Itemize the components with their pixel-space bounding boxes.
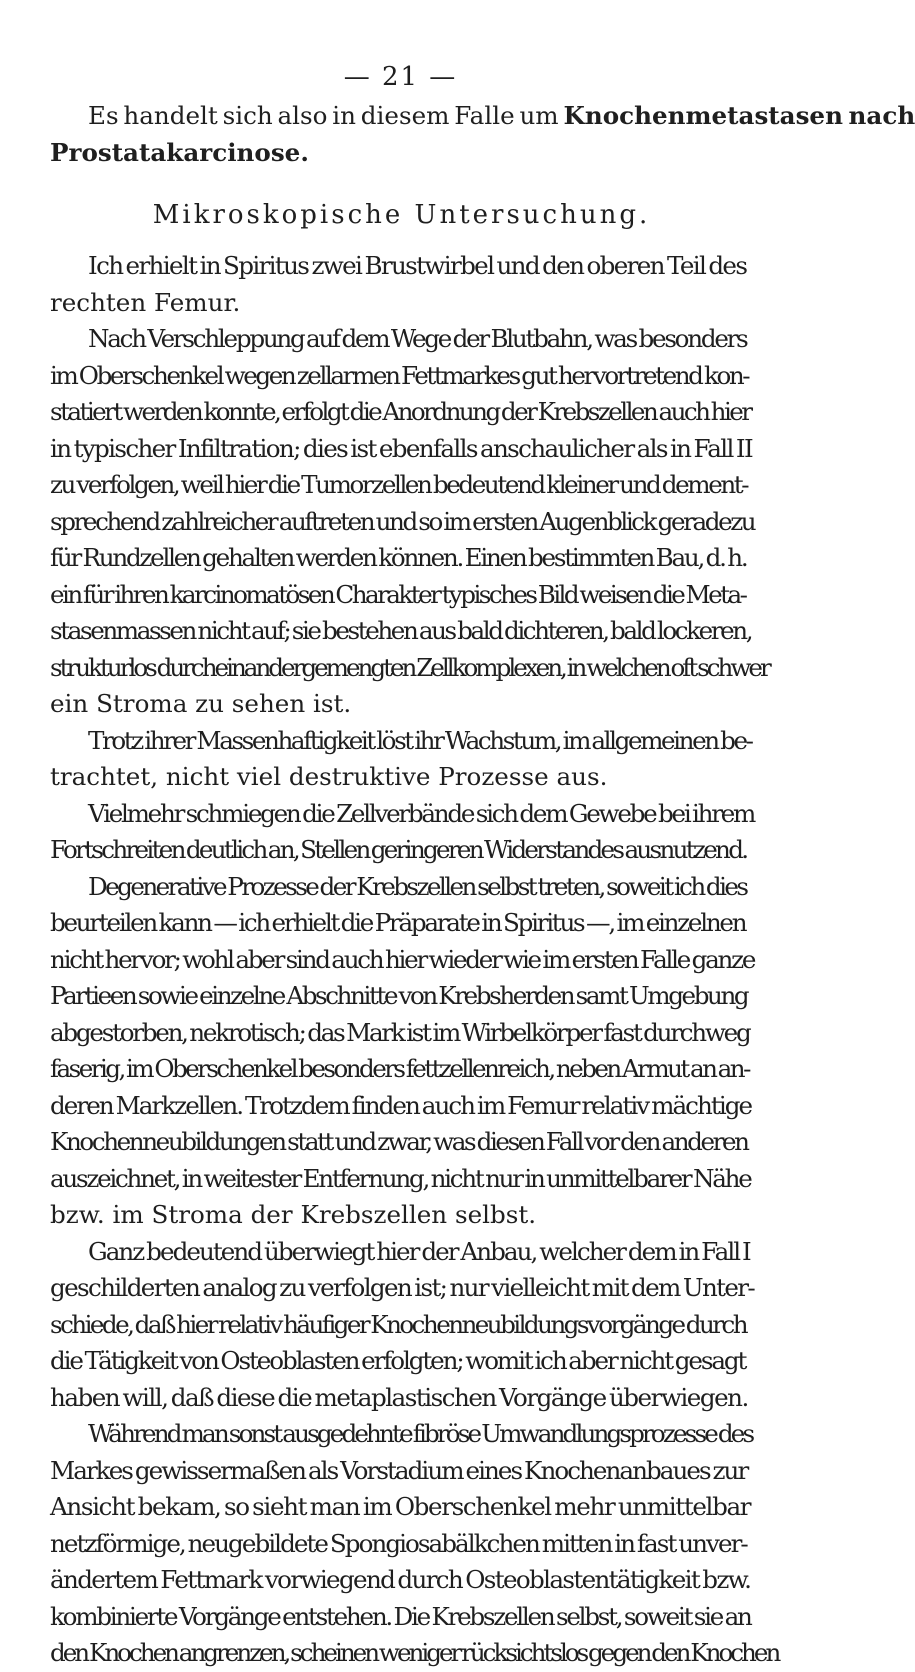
text-line: Markes gewissermaßen als Vorstadium eines Knochenanbaues zur [50, 1455, 748, 1485]
text-line: abgestorben, nekrotisch; das Mark ist im Wirbelkörper fast durchweg [50, 1017, 750, 1047]
text-line: Ich erhielt in Spiritus zwei Brustwirbel und den oberen Teil des [88, 251, 747, 280]
text-line: Trotz ihrer Massenhaftigkeit löst ihr Wachstum, im allgemeinen be- [88, 725, 752, 755]
text-line: bzw. im Stroma der Krebszellen selbst. [50, 1200, 537, 1229]
text-line: rechten Femur. [50, 287, 241, 317]
text-line: sprechend zahlreicher auftreten und so im ersten Augenblick geradezu [50, 506, 755, 536]
text-line: ändertem Fettmark vorwiegend durch Osteoblastentätigkeit bzw. [50, 1565, 751, 1594]
text-line: nicht hervor; wohl aber sind auch hier wieder wie im ersten Falle ganze [50, 944, 755, 974]
text-line: die Tätigkeit von Osteoblasten erfolgten; womit ich aber nicht gesagt [50, 1346, 746, 1375]
text-line: Ganz bedeutend überwiegt hier der Anbau, welcher dem in Fall I [88, 1236, 750, 1266]
body-text [50, 248, 779, 1672]
text-line: strukturlos durcheinandergemengten Zellkomplexen, in welchen oft schwer [50, 652, 769, 682]
text-line: beurteilen kann — ich erhielt die Präparate in Spiritus —, im einzelnen [50, 908, 746, 937]
page-number: — 21 — [343, 62, 458, 92]
text-line: Knochenneubildungen statt und zwar, was diesen Fall vor den anderen [50, 1127, 748, 1156]
text-line: statiert werden konnte, erfolgt die Anordnung der Krebszellen auch hier [50, 397, 751, 426]
intro-line-2: Prostatakarcinose. [50, 137, 309, 167]
intro-line-1 [50, 98, 915, 135]
text-line: kombinierte Vorgänge entstehen. Die Krebszellen selbst, soweit sie an [50, 1601, 751, 1631]
text-line: für Rundzellen gehalten werden können. Einen bestimmten Bau, d. h. [50, 543, 747, 572]
intro-text: Es handelt sich also in diesem Falle um [88, 101, 564, 130]
text-line: Partieen sowie einzelne Abschnitte von Krebsherden samt Umgebung [50, 981, 748, 1010]
text-line: deren Markzellen. Trotzdem finden auch im Femur relativ mächtige [50, 1090, 752, 1120]
text-line: Degenerative Prozesse der Krebszellen selbst treten, soweit ich dies [88, 871, 747, 901]
text-line: Ansicht bekam, so sieht man im Oberschenkel mehr unmittelbar [50, 1492, 751, 1521]
text-line: den Knochen angrenzen, scheinen weniger rücksichtslos gegen den Knochen [50, 1638, 779, 1667]
text-line: Vielmehr schmiegen die Zellverbände sich dem Gewebe bei ihrem [88, 798, 755, 828]
text-line: in typischer Infiltration; dies ist ebenfalls anschaulicher als in Fall II [50, 433, 753, 463]
section-title: Mikroskopische Untersuchung. [152, 200, 651, 230]
text-line: im Oberschenkel wegen zellarmen Fettmarkes gut hervortretend kon- [50, 360, 749, 390]
text-line: Während man sonst ausgedehnte fibröse Umwandlungsprozesse des [88, 1419, 753, 1448]
text-line: netzförmige, neugebildete Spongiosabälkchen mitten in fast unver- [50, 1528, 747, 1558]
text-line: zu verfolgen, weil hier die Tumorzellen bedeutend kleiner und dement- [50, 470, 748, 499]
text-line: trachtet, nicht viel destruktive Prozesse aus. [50, 762, 608, 791]
text-line: geschilderten analog zu verfolgen ist; nur vielleicht mit dem Unter- [50, 1273, 755, 1302]
text-line: ein Stroma zu sehen ist. [50, 689, 352, 718]
text-line: auszeichnet, in weitester Entfernung, nicht nur in unmittelbarer Nähe [50, 1163, 751, 1193]
intro-paragraph [50, 98, 915, 171]
intro-bold-text: Knochenmetastasen nach [563, 101, 915, 130]
text-line: schiede, daß hier relativ häufiger Knochenneubildungsvorgänge durch [50, 1309, 746, 1339]
text-line: Fortschreiten deutlich an, Stellen geringeren Widerstandes ausnutzend. [50, 835, 747, 864]
text-line: stasenmassen nicht auf; sie bestehen aus bald dichteren, bald lockeren, [50, 616, 752, 645]
text-line: Nach Verschleppung auf dem Wege der Blutbahn, was besonders [88, 324, 747, 353]
text-line: ein für ihren karcinomatösen Charakter typisches Bild weisen die Meta- [50, 579, 746, 609]
text-line: faserig, im Oberschenkel besonders fettzellenreich, neben Armut an an- [50, 1054, 749, 1083]
text-line: haben will, daß diese die metaplastischen Vorgänge überwiegen. [50, 1382, 748, 1412]
